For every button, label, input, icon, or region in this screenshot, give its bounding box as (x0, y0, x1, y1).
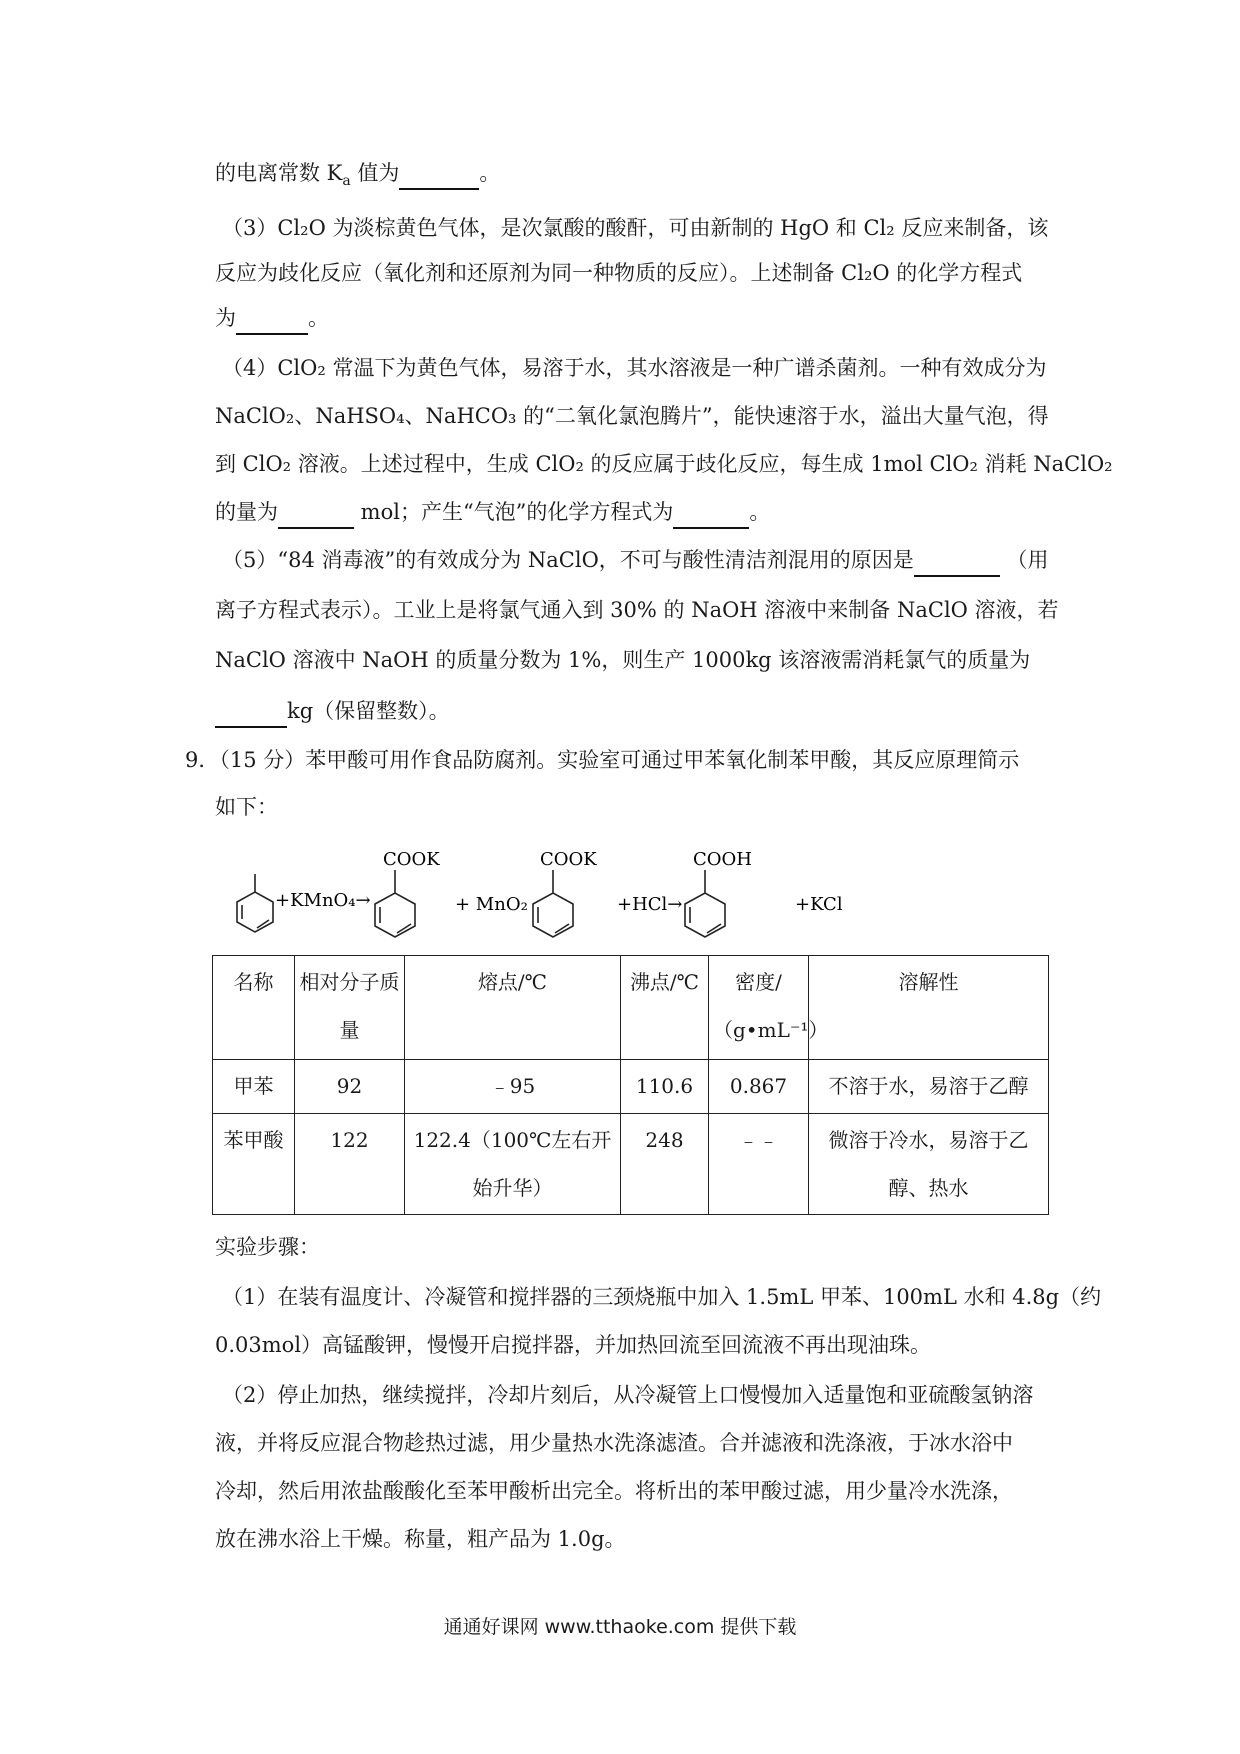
answer-blank[interactable] (399, 158, 479, 190)
toluene-structure (237, 874, 273, 932)
header-boiling-point: 沸点/℃ (621, 956, 709, 1060)
header-solubility: 溶解性 (809, 956, 1049, 1060)
group-cooh: COOH (693, 849, 752, 870)
table-header-row (213, 956, 1049, 1060)
header-name: 名称 (213, 956, 295, 1060)
group-cook: COOK (383, 849, 440, 870)
q5-line4: kg（保留整数）。 (215, 696, 450, 728)
q4-line4: 的量为 mol；产生“气泡”的化学方程式为 。 (215, 497, 770, 529)
answer-blank[interactable] (278, 497, 354, 529)
header-melting-point: 熔点/℃ (405, 956, 621, 1060)
potassium-benzoate-structure (533, 870, 573, 937)
q5-line3: NaClO 溶液中 NaOH 的质量分数为 1%，则生产 1000kg 该溶液需消耗氯气的质量为 (215, 648, 1031, 672)
byproduct-mno2: + MnO₂ (455, 894, 528, 915)
table-row: 苯甲酸 122 122.4（100℃左右开始升华） 248 ﹣﹣ 微溶于冷水，易溶于乙醇、热水 (213, 1114, 1049, 1215)
reaction-scheme (215, 840, 875, 960)
q9-line1: 9．（15 分）苯甲酸可用作食品防腐剂。实验室可通过甲苯氧化制苯甲酸，其反应原理简示 (185, 748, 1020, 772)
q3-line3: 为 。 (215, 303, 329, 335)
q3-line2: 反应为歧化反应（氧化剂和还原剂为同一种物质的反应）。上述制备 Cl₂O 的化学方程式 (215, 261, 1023, 285)
byproduct-kcl: +KCl (795, 894, 843, 915)
group-cook-2: COOK (540, 849, 597, 870)
properties-table (212, 955, 1049, 1215)
q4-line1: （4）ClO₂ 常温下为黄色气体，易溶于水，其水溶液是一种广谱杀菌剂。一种有效成分为 (222, 356, 1047, 380)
steps-heading: 实验步骤： (215, 1235, 320, 1259)
step1-line1: （1）在装有温度计、冷凝管和搅拌器的三颈烧瓶中加入 1.5mL 甲苯、100mL 水和 4.8g（约 (222, 1285, 1102, 1309)
q5-line1: （5）“84 消毒液”的有效成分为 NaClO，不可与酸性清洁剂混用的原因是 （用 (222, 545, 1049, 577)
potassium-benzoate-structure (375, 870, 415, 937)
step2-line3: 冷却，然后用浓盐酸酸化至苯甲酸析出完全。将析出的苯甲酸过滤，用少量冷水洗涤， (215, 1479, 1013, 1503)
step1-line2: 0.03mol）高锰酸钾，慢慢开启搅拌器，并加热回流至回流液不再出现油珠。 (215, 1333, 932, 1357)
answer-blank[interactable] (215, 696, 287, 728)
answer-blank[interactable] (673, 497, 749, 529)
answer-blank[interactable] (236, 303, 308, 335)
reagent-kmno4: +KMnO₄→ (275, 890, 371, 911)
q5-line2: 离子方程式表示）。工业上是将氯气通入到 30% 的 NaOH 溶液中来制备 NaClO 溶液，若 (215, 598, 1059, 622)
step2-line1: （2）停止加热，继续搅拌，冷却片刻后，从冷凝管上口慢慢加入适量饱和亚硫酸氢钠溶 (222, 1383, 1034, 1407)
answer-blank[interactable] (914, 545, 1000, 577)
reagent-hcl: +HCl→ (617, 894, 683, 915)
q4-line3: 到 ClO₂ 溶液。上述过程中，生成 ClO₂ 的反应属于歧化反应，每生成 1mol ClO₂ 消耗 NaClO₂ (215, 452, 1113, 476)
q3-line1: （3）Cl₂O 为淡棕黄色气体，是次氯酸的酸酐，可由新制的 HgO 和 Cl₂ 反应来制备，该 (222, 216, 1049, 240)
benzoic-acid-structure (685, 870, 725, 937)
step2-line4: 放在沸水浴上干燥。称量，粗产品为 1.0g。 (215, 1527, 626, 1551)
q9-line2: 如下： (215, 795, 278, 819)
step2-line2: 液，并将反应混合物趁热过滤，用少量热水洗涤滤渣。合并滤液和洗涤液，于冰水浴中 (215, 1431, 1013, 1455)
table-row: 甲苯 92 ﹣95 110.6 0.867 不溶于水，易溶于乙醇 (213, 1060, 1049, 1114)
header-molar-mass: 相对分子质量 (295, 956, 405, 1060)
q4-line2: NaClO₂、NaHSO₄、NaHCO₃ 的“二氧化氯泡腾片”，能快速溶于水，溢出大量气泡，得 (215, 404, 1049, 428)
header-density: 密度/（g•mL⁻¹） (709, 956, 809, 1060)
footer-watermark: 通通好课网 www.tthaoke.com 提供下载 (443, 1616, 797, 1638)
line-ka: 的电离常数 $K_a$ 值为 。 (215, 158, 500, 196)
